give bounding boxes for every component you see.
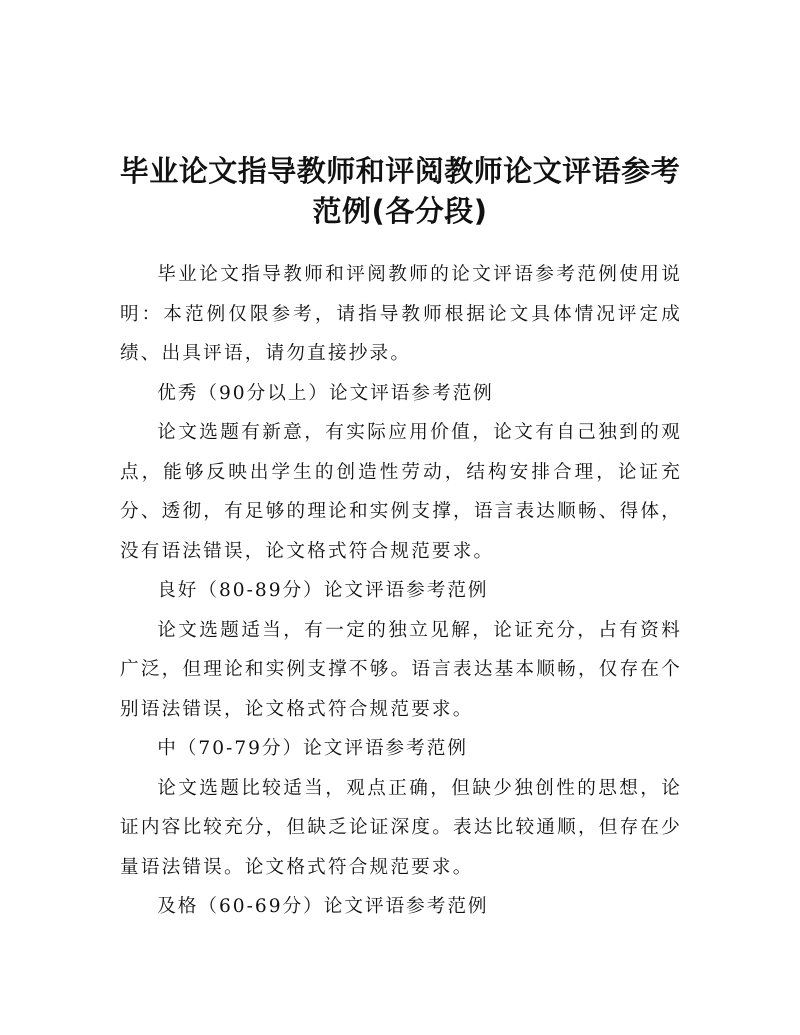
title-line-1: 毕业论文指导教师和评阅教师论文评语参考 [119,154,681,189]
section-text-excellent: 论文选题有新意，有实际应用价值，论文有自己独到的观点，能够反映出学生的创造性劳动，结构安排合理，论证充分、透彻，有足够的理论和实例支撑，语言表达顺畅、得体，没有语法错误，论文格式符合规范要求。 [120,422,682,562]
title-line-2: 范例(各分段) [312,194,488,229]
section-heading-medium: 中（70-79分）论文评语参考范例 [157,738,468,759]
section-heading-excellent: 优秀（90分以上）论文评语参考范例 [157,382,494,404]
document-body [120,255,682,927]
intro-paragraph: 毕业论文指导教师和评阅教师的论文评语参考范例使用说明：本范例仅限参考，请指导教师根据论文具体情况评定成绩、出具评语，请勿直接抄录。 [120,264,682,364]
section-heading-pass: 及格（60-69分）论文评语参考范例 [157,896,489,917]
section-text-medium: 论文选题比较适当，观点正确，但缺少独创性的思想，论证内容比较充分，但缺乏论证深度。表达比较通顺，但存在少量语法错误。论文格式符合规范要求。 [120,777,682,878]
page-title [110,151,690,231]
section-heading-good: 良好（80-89分）论文评语参考范例 [157,580,489,601]
section-text-good: 论文选题适当，有一定的独立见解，论证充分，占有资料广泛，但理论和实例支撑不够。语言表达基本顺畅，仅存在个别语法错误，论文格式符合规范要求。 [120,619,682,720]
